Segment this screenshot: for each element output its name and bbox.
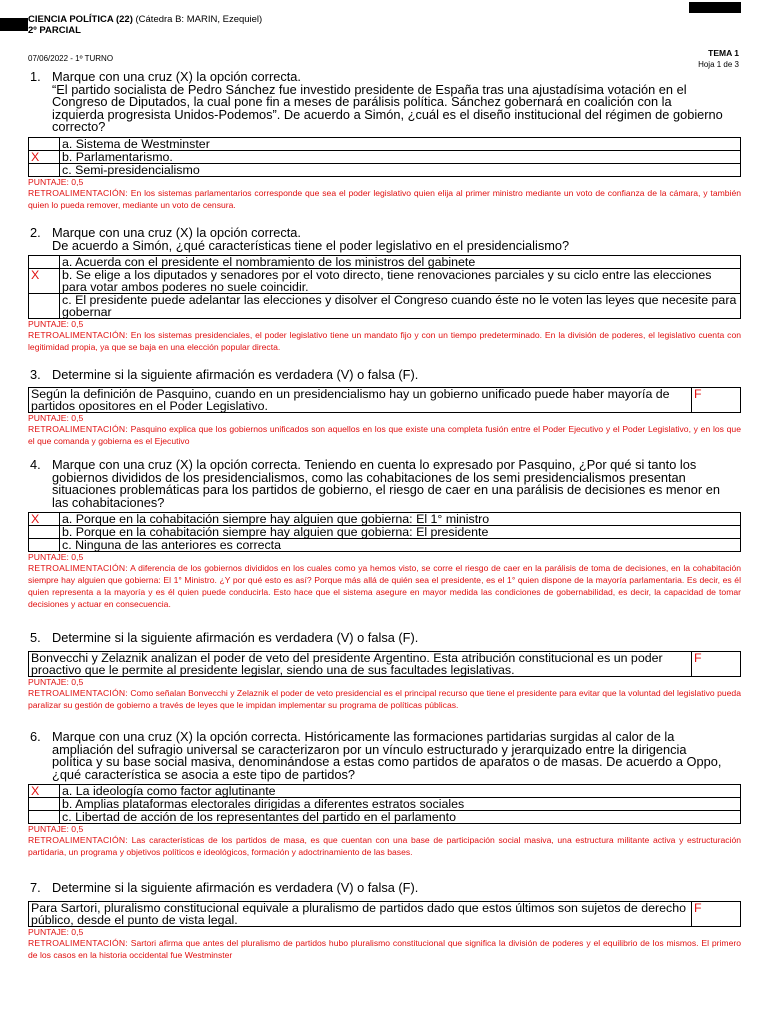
- question-number: 3.: [30, 367, 41, 382]
- option-row[interactable]: [29, 539, 741, 552]
- option-row[interactable]: [29, 163, 741, 176]
- score-label: PUNTAJE: 0,5: [28, 412, 84, 423]
- option-row[interactable]: [29, 150, 741, 163]
- header-black-tab-left: [0, 18, 28, 31]
- question-number: 7.: [30, 880, 41, 895]
- answer-mark-cell[interactable]: [29, 526, 60, 539]
- question-stem: [28, 227, 741, 252]
- feedback-body: Como señalan Bonvecchi y Zelaznik el poder de veto presidencial es el principal recurso que tiene el presidente para evitar que la voluntad del legislativo pueda paralizar su gestión de gobierno a través de leyes que le impidan implementar su programa de políticas públicas.: [28, 687, 741, 710]
- question-number: 4.: [30, 457, 41, 472]
- option-row[interactable]: [29, 526, 741, 539]
- question-stem: [28, 71, 741, 134]
- question-7: [28, 882, 741, 961]
- statement-text: Según la definición de Pasquino, cuando en un presidencialismo hay un gobierno unificado puede haber mayoría de partidos opositores en el Poder Legislativo.: [29, 387, 692, 412]
- question-1: [28, 71, 741, 211]
- true-false-answer-cell[interactable]: F: [692, 901, 741, 926]
- options-table: [28, 512, 741, 552]
- exam-date: 07/06/2022 - 1º TURNO: [28, 54, 114, 63]
- question-text: Marque con una cruz (X) la opción correcta.: [52, 69, 301, 84]
- option-row[interactable]: [29, 269, 741, 294]
- true-false-table: [28, 387, 741, 413]
- options-table: [28, 784, 741, 824]
- question-number: 6.: [30, 729, 41, 744]
- answer-mark-cell[interactable]: [29, 294, 60, 319]
- option-text: c. El presidente puede adelantar las elecciones y disolver el Congreso cuando éste no le voten las leyes que necesite para gobernar: [60, 294, 741, 319]
- question-6: [28, 731, 741, 858]
- question-text: Determine si la siguiente afirmación es verdadera (V) o falsa (F).: [52, 880, 419, 895]
- option-row[interactable]: [29, 256, 741, 269]
- score-label: PUNTAJE: 0,5: [28, 552, 84, 562]
- option-text: b. Se elige a los diputados y senadores por el voto directo, tiene renovaciones parciales y su ciclo entre las elecciones para votar ambos poderes no suele coincidir.: [60, 269, 741, 294]
- option-text: b. Amplias plataformas electorales dirigidas a diferentes estratos sociales: [60, 798, 741, 811]
- option-text: a. Sistema de Westminster: [60, 137, 741, 150]
- question-stem: [28, 369, 741, 382]
- options-table: [28, 137, 741, 177]
- feedback-label: RETROALIMENTACIÓN:: [28, 330, 128, 340]
- tema-label: TEMA 1: [708, 48, 739, 58]
- option-text: c. Libertad de acción de los representantes del partido en el parlamento: [60, 811, 741, 824]
- question-text: Marque con una cruz (X) la opción correcta.: [52, 225, 301, 240]
- feedback-text: [28, 687, 741, 711]
- answer-mark-cell[interactable]: [29, 137, 60, 150]
- question-5: [28, 632, 741, 711]
- question-text: Determine si la siguiente afirmación es verdadera (V) o falsa (F).: [52, 367, 419, 382]
- option-text: c. Semi-presidencialismo: [60, 163, 741, 176]
- feedback-text: [28, 834, 741, 858]
- feedback-label: RETROALIMENTACIÓN:: [28, 423, 128, 434]
- answer-mark-cell[interactable]: [29, 798, 60, 811]
- feedback-body: En los sistemas presidenciales, el poder legislativo tiene un mandato fijo y con un tiempo predeterminado. En la división de poderes, el legislativo cuenta con legitimidad propia, ya que se baja en una elección popular directa.: [28, 330, 742, 352]
- question-context: De acuerdo a Simón, ¿qué características tiene el poder legislativo en el presidencialismo?: [52, 237, 570, 253]
- score-label: PUNTAJE: 0,5: [28, 926, 84, 937]
- question-text: Marque con una cruz (X) la opción correcta. Teniendo en cuenta lo expresado por Pasquino, ¿Por qué si tanto los gobiernos divididos de los presidencialismos, como las cohabitaciones de los semi presidencialismos presentan situaciones problemáticas para los partidos de gobierno, el riesgo de caer en una parálisis de decisiones es menor en las cohabitaciones?: [52, 457, 720, 510]
- option-row[interactable]: [29, 811, 741, 824]
- score-label: PUNTAJE: 0,5: [28, 319, 84, 329]
- option-text: a. La ideología como factor aglutinante: [60, 785, 741, 798]
- question-stem: [28, 459, 741, 509]
- course-name: CIENCIA POLÍTICA (22): [28, 14, 133, 25]
- answer-mark-cell[interactable]: X: [29, 785, 60, 798]
- feedback-text: [28, 937, 741, 961]
- feedback-label: RETROALIMENTACIÓN:: [28, 687, 128, 698]
- course-title: [28, 14, 262, 25]
- feedback-label: RETROALIMENTACIÓN:: [28, 187, 128, 198]
- question-number: 5.: [30, 630, 41, 645]
- options-table: [28, 255, 741, 319]
- true-false-table: [28, 651, 741, 677]
- feedback-text: [28, 187, 741, 211]
- feedback-text: [28, 562, 741, 610]
- question-number: 2.: [30, 225, 41, 240]
- statement-text: Para Sartori, pluralismo constitucional equivale a pluralismo de partidos dado que estos últimos son sujetos de derecho público, desde el punto de vista legal.: [29, 901, 692, 926]
- question-2: [28, 227, 741, 353]
- score-label: PUNTAJE: 0,5: [28, 676, 84, 687]
- option-row[interactable]: [29, 294, 741, 319]
- option-text: b. Parlamentarismo.: [60, 150, 741, 163]
- score-label: PUNTAJE: 0,5: [28, 176, 84, 187]
- answer-mark-cell[interactable]: [29, 163, 60, 176]
- answer-mark-cell[interactable]: X: [29, 269, 60, 294]
- feedback-text: [28, 329, 741, 353]
- feedback-body: Pasquino explica que los gobiernos unificados son aquellos en los que existe una completa fusión entre el Poder Ejecutivo y el Poder Legislativo, y en los que el que comanda y gobierna es el Ejecutivo: [28, 423, 741, 446]
- feedback-label: RETROALIMENTACIÓN:: [28, 835, 128, 845]
- feedback-label: RETROALIMENTACIÓN:: [28, 937, 128, 948]
- catedra-name: (Cátedra B: MARIN, Ezequiel): [135, 14, 263, 25]
- feedback-body: Las características de los partidos de masa, es que cuentan con una base de participación social masiva, una estructura militante activa y estructuración partidaria, un programa y objetivos políticos e ideológicos, formación y adoctrinamiento de las bases.: [28, 835, 742, 857]
- feedback-body: A diferencia de los gobiernos divididos en los cuales como ya hemos visto, se corre el riesgo de caer en la parálisis de toma de decisiones, en la cohabitación siempre hay alguien que gobierna: El 1° Ministro. ¿Y por qué esto es así? Porque más allá de quién sea el presidente, es el 1° quien dispone de la mayoría parlamentaria. Es decir, es él quien representa a la mayoría y es él quien puede conducirla. Esto hace que el sistema asegure en mayor medida las condiciones de gobernabilidad, es decir, la capacidad de tomar decisiones y actuar en consecuencia.: [28, 563, 741, 609]
- option-text: b. Porque en la cohabitación siempre hay alguien que gobierna: El presidente: [60, 526, 741, 539]
- page-indicator: Hoja 1 de 3: [698, 60, 739, 69]
- header-black-tab-right: [689, 2, 741, 13]
- statement-row: [29, 901, 741, 926]
- feedback-label: RETROALIMENTACIÓN:: [28, 563, 128, 573]
- option-row[interactable]: [29, 798, 741, 811]
- question-stem: [28, 882, 741, 895]
- question-stem: [28, 731, 741, 781]
- question-stem: [28, 632, 741, 645]
- answer-mark-cell[interactable]: X: [29, 513, 60, 526]
- question-3: [28, 369, 741, 447]
- statement-row: [29, 387, 741, 412]
- question-context: “El partido socialista de Pedro Sánchez fue investido presidente de España tras una ajustadísima votación en el Congreso de Diputados, la cual pone fin a meses de parálisis política. Sánchez gobernará en coalición con la izquierda progresista Unidos-Podemos”. De acuerdo a Simón, ¿cuál es el diseño institucional del régimen de gobierno correcto?: [52, 81, 723, 134]
- question-text: Marque con una cruz (X) la opción correcta. Históricamente las formaciones partidarias surgidas al calor de la ampliación del sufragio universal se caracterizaron por un vínculo estructurado y jerarquizado entre la dirigencia política y su base social masiva, denominándose a estas como partidos de aparatos o de masas. De acuerdo a Oppo, ¿qué característica se asocia a este tipo de partidos?: [52, 729, 722, 782]
- answer-mark-cell[interactable]: [29, 539, 60, 552]
- option-row[interactable]: [29, 513, 741, 526]
- true-false-answer-cell[interactable]: F: [692, 651, 741, 676]
- question-4: [28, 459, 741, 610]
- question-text: Determine si la siguiente afirmación es verdadera (V) o falsa (F).: [52, 630, 419, 645]
- answer-mark-cell[interactable]: [29, 256, 60, 269]
- answer-mark-cell[interactable]: X: [29, 150, 60, 163]
- option-row[interactable]: [29, 137, 741, 150]
- option-text: a. Porque en la cohabitación siempre hay alguien que gobierna: El 1° ministro: [60, 513, 741, 526]
- feedback-text: [28, 423, 741, 447]
- feedback-body: Sartori afirma que antes del pluralismo de partidos hubo pluralismo constitucional que significa la división de poderes y el equilibrio de los mismos. El primero de los casos en la historia occidental fue Westminster: [28, 937, 741, 960]
- option-row[interactable]: [29, 785, 741, 798]
- answer-mark-cell[interactable]: [29, 811, 60, 824]
- true-false-table: [28, 901, 741, 927]
- statement-row: [29, 651, 741, 676]
- true-false-answer-cell[interactable]: F: [692, 387, 741, 412]
- question-number: 1.: [30, 69, 41, 84]
- option-text: a. Acuerda con el presidente el nombramiento de los ministros del gabinete: [60, 256, 741, 269]
- score-label: PUNTAJE: 0,5: [28, 824, 84, 834]
- option-text: c. Ninguna de las anteriores es correcta: [60, 539, 741, 552]
- statement-text: Bonvecchi y Zelaznik analizan el poder de veto del presidente Argentino. Esta atribución constitucional es un poder proactivo que le permite al presidente legislar, siendo una de sus facultades legislativas.: [29, 651, 692, 676]
- exam-title: 2º PARCIAL: [28, 25, 81, 36]
- feedback-body: En los sistemas parlamentarios corresponde que sea el poder legislativo quien elija al primer ministro mediante un voto de confianza de la cámara, y también quien lo pueda remover, mediante un voto de censura.: [28, 187, 742, 210]
